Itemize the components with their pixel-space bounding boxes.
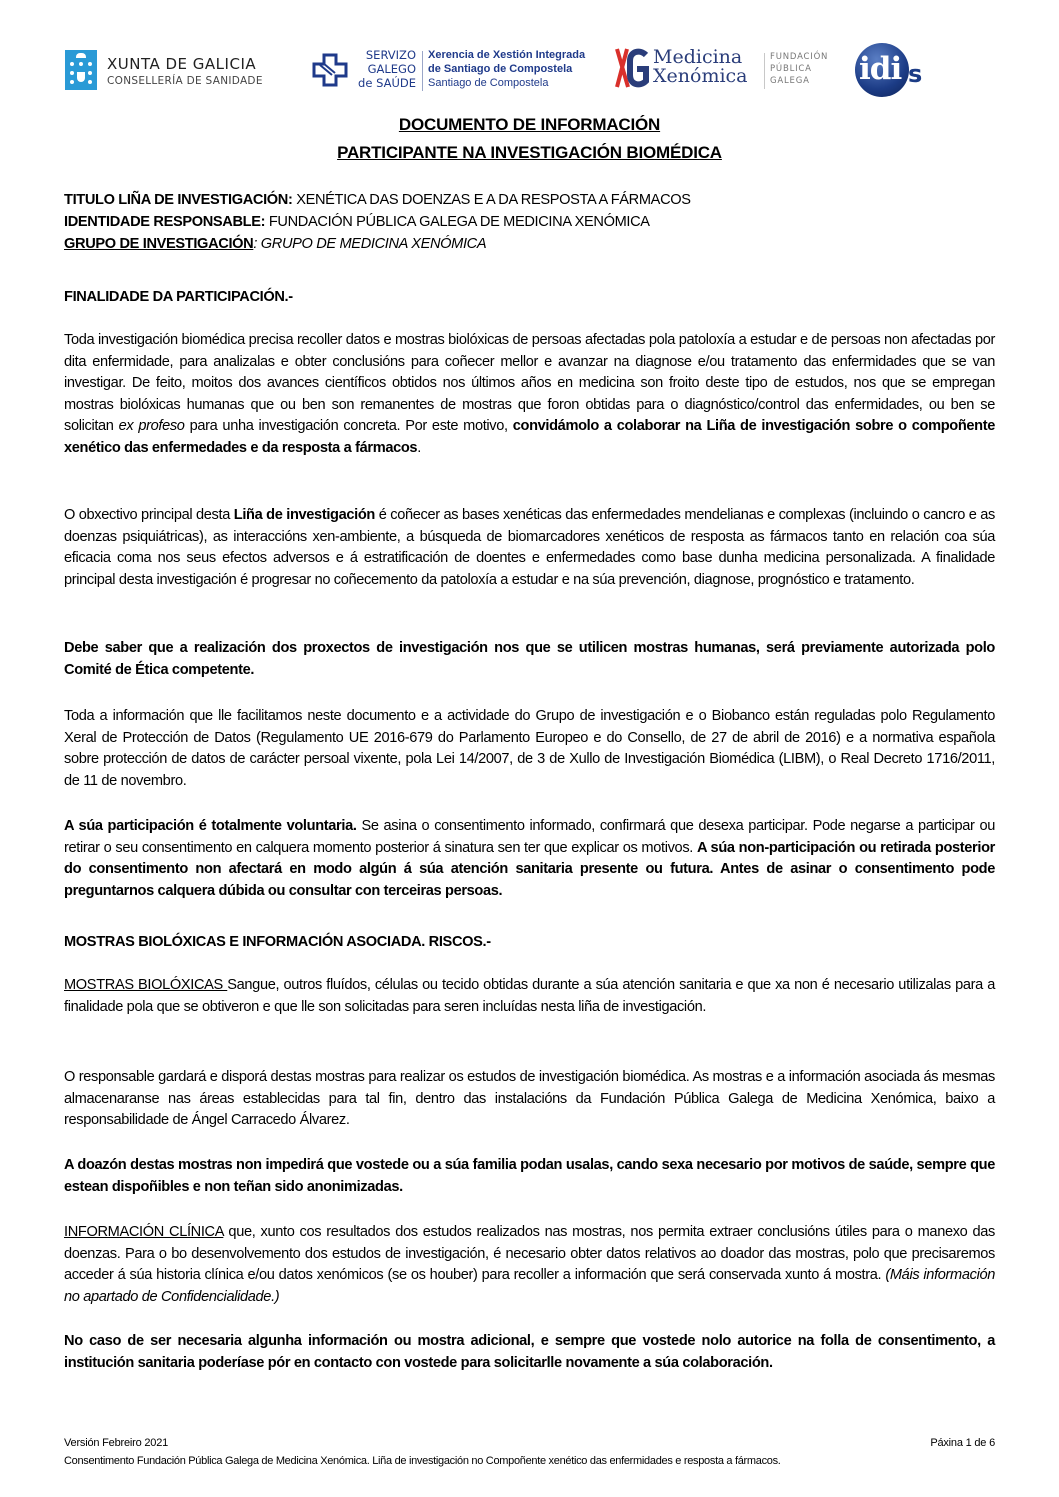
idis-text: idi	[859, 51, 902, 87]
fundacion-publica-galega-text: FUNDACIÓN PÚBLICA GALEGA	[770, 52, 829, 86]
sergas-logo	[312, 45, 602, 95]
meta-titulo-linea: TITULO LIÑA DE INVESTIGACIÓN: XENÉTICA DAS DOENZAS E A DA RESPOSTA A FÁRMACOS	[64, 192, 691, 208]
footer-version: Versión Febreiro 2021	[64, 1437, 169, 1449]
idis-logo: idi s	[853, 43, 943, 99]
sergas-name: SERVIZO GALEGO de SAÚDE	[358, 48, 416, 90]
paragraph-regulamento: Toda a información que lle facilitamos neste documento e a actividade do Grupo de investigación e o Biobanco están reguladas polo Regulamento Xeral de Protección de Datos (Regulamento UE 2016-679 do Parlamento Europeo e do Consello, de 27 de abril de 2016) e a normativa española sobre protección de datos de carácter persoal vixente, pola Lei 14/2007, de 3 de Xullo de Investigación Biomédica (LIBM), o Real Decreto 1716/2011, de 11 de novembro.	[64, 708, 995, 789]
section-heading-finalidade: FINALIDADE DA PARTICIPACIÓN.-	[64, 289, 293, 305]
xunta-de-galicia-logo	[65, 47, 265, 92]
xunta-emblem-icon	[65, 50, 97, 90]
footer-page-number: Páxina 1 de 6	[930, 1437, 995, 1449]
paragraph-informacion-adicional: No caso de ser necesaria algunha información ou mostra adicional, e sempre que vostede nolo autorice na folla de consentimento, a institución sanitaria poderíase pór en contacto con vostede para solicitarlle novamente a súa colaboración.	[64, 1333, 995, 1371]
document-title-line2: PARTICIPANTE NA INVESTIGACIÓN BIOMÉDICA	[337, 143, 722, 162]
sergas-cross-icon	[312, 53, 348, 87]
paragraph-doazon: A doazón destas mostras non impedirá que vostede ou a súa familia podan usalas, cando sexa necesario por motivos de saúde, sempre que estean dispoñibles e non teñan sido anonimizadas.	[64, 1157, 995, 1195]
medicina-xenomica-name: Medicina Xenómica	[653, 46, 748, 87]
xenomica-xg-icon	[613, 47, 649, 89]
xunta-subtitle: CONSELLERÍA DE SANIDADE	[107, 75, 263, 87]
paragraph-intro: Toda investigación biomédica precisa recoller datos e mostras biolóxicas de persoas afectadas pola patoloxía a estudar e de persoas non afectadas por dita enfermidade, para analizalas e obter conclusións para coñecer mellor e avanzar na diagnose e/ou tratamento das enfermidades que se van investigar. De feito, moitos dos avances científicos obtidos nos últimos años en medicina son froito deste tipo de estudos, nos que se empregan mostras biolóxicas humanas que ou ben son remanentes de mostras que foron obtidas para o diagnóstico/control das enfermidades, ou ben se solicitan ex profeso para unha investigación concreta. Por este motivo, convidámolo a colaborar na Liña de investigación sobre o compoñente xenético das enfermedades e da resposta a fármacos.	[64, 332, 995, 456]
paragraph-comite-etica: Debe saber que a realización dos proxectos de investigación nos que se utilicen mostras humanas, será previamente autorizada polo Comité de Ética competente.	[64, 640, 995, 678]
meta-identidade-responsable: IDENTIDADE RESPONSABLE: FUNDACIÓN PÚBLICA GALEGA DE MEDICINA XENÓMICA	[64, 214, 650, 230]
sergas-xerencia-text: Xerencia de Xestión Integrada de Santiago de Compostela Santiago de Compostela	[428, 49, 586, 89]
medicina-xenomica-logo	[613, 45, 833, 95]
paragraph-responsable: O responsable gardará e disporá destas mostras para realizar os estudos de investigación biomédica. As mostras e a información asociada ás mesmas almacenaranse nas áreas establecidas para tal fin, dentro das instalacións da Fundación Pública Galega de Medicina Xenómica, baixo a responsabilidade de Ángel Carracedo Álvarez.	[64, 1069, 995, 1129]
paragraph-mostras-biologicas: MOSTRAS BIOLÓXICAS Sangue, outros fluídos, células ou tecido obtidas durante a súa atención sanitaria e que xa non é necesario utilizalas para a finalidade pola que se obtiveron e que lle son solicitadas para seren incluídas nesta liña de investigación.	[64, 977, 995, 1015]
paragraph-informacion-clinica: INFORMACIÓN CLÍNICA que, xunto cos resultados dos estudos realizados nas mostras, nos permita extraer conclusións útiles para o manexo das doenzas. Para o bo desenvolvemento dos estudos de investigación, é necesario obter datos relativos ao doador das mostras, polo que precisaremos acceder á súa historia clínica e/ou datos xenómicos (se os houber) para recoller a información que será conservada xunto á mostra. (Máis información no apartado de Confidencialidade.)	[64, 1224, 996, 1305]
paragraph-obxectivo: O obxectivo principal desta Liña de investigación é coñecer as bases xenéticas das enfermedades mendelianas e complexas (incluindo o cancro e as doenzas psiquiátricas), as interaccións xen-ambiente, a búsqueda de biomarcadores xenéticos de resposta as fármacos tanto en relación coa súa eficacia coma nos seus efectos adversos e á estratificación de doentes e enfermedades como base dunha medicina personalizada. A finalidade principal desta investigación é progresar no coñecemento da patoloxía a estudar e na súa prevención, diagnose, prognóstico e tratamento.	[64, 507, 995, 588]
footer-consent-line: Consentimento Fundación Pública Galega de Medicina Xenómica. Liña de investigación no Compoñente xenético das enfermidades e resposta a fármacos.	[64, 1455, 781, 1467]
document-title-line1: DOCUMENTO DE INFORMACIÓN	[398, 115, 661, 134]
header-logos	[60, 40, 950, 100]
xunta-title: XUNTA DE GALICIA	[107, 55, 257, 73]
section-heading-mostras: MOSTRAS BIOLÓXICAS E INFORMACIÓN ASOCIADA. RISCOS.-	[64, 934, 491, 950]
meta-grupo-investigacion: GRUPO DE INVESTIGACIÓN: GRUPO DE MEDICINA XENÓMICA	[64, 236, 487, 252]
paragraph-voluntaria: A súa participación é totalmente voluntaria. Se asina o consentimento informado, confirmará que desexa participar. Pode negarse a participar ou retirar o seu consentimento en calquera momento posterior á sinatura sen ter que explicar os motivos. A súa non-participación ou retirada posterior do consentimento non afectará en modo algún á súa atención sanitaria presente ou futura. Antes de asinar o consentimento pode preguntarnos calquera dúbida ou consultar con terceiras persoas.	[64, 818, 995, 899]
